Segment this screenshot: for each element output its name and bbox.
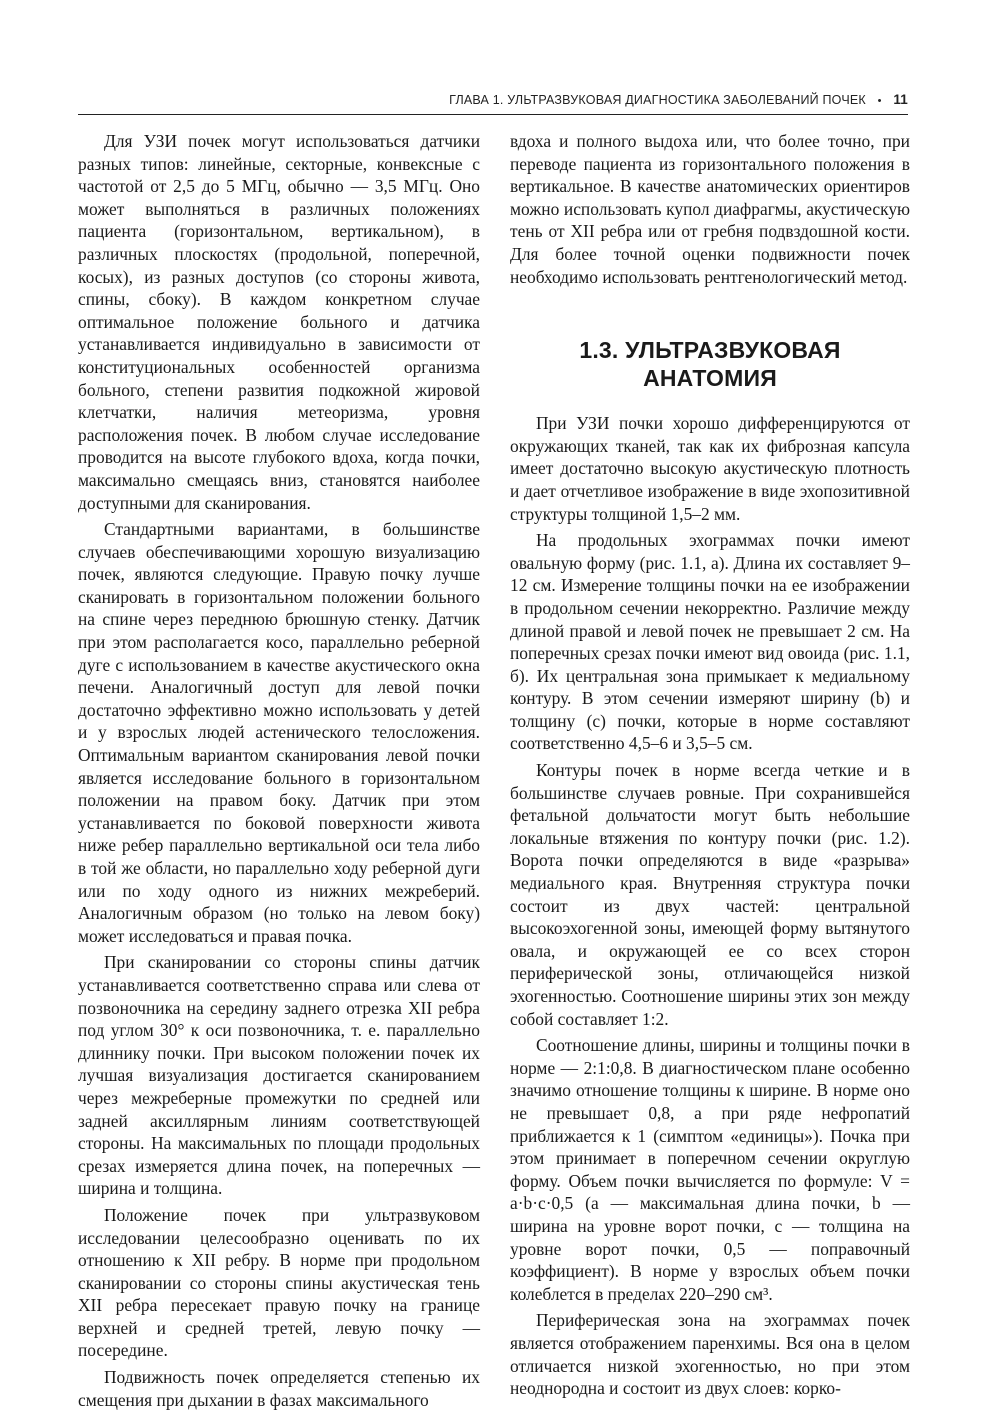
body-paragraph: Для УЗИ почек могут использоваться датчики разных типов: линейные, секторные, конвексные с частотой от 2,5 до 5 МГц, обычно — 3,5 МГц. Оно может выполняться в различных положениях пациента (горизонтальном, вертикальном), в различных плоскостях (продольной, поперечной, косых), из разных доступов (со стороны живота, спины, сбоку). В каждом конкретном случае оптимальное положение больного и датчика устанавливается индивидуально в зависимости от конституциональных особенностей организма больного, степени развития подкожной жировой клетчатки, наличия метеоризма, уровня расположения почек. В любом случае исследование проводится на высоте глубокого вдоха, когда почки, максимально смещаясь вниз, становятся наиболее доступными для сканирования. bbox=[78, 131, 480, 513]
header-bullet: • bbox=[877, 95, 882, 107]
body-paragraph: Положение почек при ультразвуковом исследовании целесообразно оценивать по их отношению к XII ребру. В норме при продольном сканировании со стороны спины акустическая тень XII ребра пересекает правую почку на границе верхней и средней третей, левую почку — посередине. bbox=[78, 1204, 480, 1361]
running-header bbox=[78, 92, 908, 115]
body-paragraph: При сканировании со стороны спины датчик устанавливается соответственно справа или слева от позвоночника на середину заднего отрезка XII ребра под углом 30° к оси позвоночника, т. е. параллельно длиннику почки. При высоком положении почек их лучшая визуализация достигается сканированием через межреберные промежутки по средней или задней аксиллярным линиям соответствующей стороны. На максимальных по площади продольных срезах измеряется длина почек, на поперечных — ширина и толщина. bbox=[78, 952, 480, 1199]
page-number: 11 bbox=[893, 92, 908, 107]
body-paragraph: При УЗИ почки хорошо дифференцируются от окружающих тканей, так как их фиброзная капсула имеет достаточно высокую акустическую плотность и дает отчетливое изображение в виде эхопозитивной структуры толщиной 1,5–2 мм. bbox=[510, 413, 910, 524]
body-paragraph: Контуры почек в норме всегда четкие и в большинстве случаев ровные. При сохранившейся фетальной дольчатости могут быть небольшие локальные втяжения по контуру почки (рис. 1.2). Ворота почки определяются в виде «разрыва» медиального края. Внутренняя структура почки состоит из двух частей: центральной высокоэхогенной зоны, имеющей форму вытянутого овала, и окружающей ее со всех сторон периферической зоны, отличающейся низкой эхогенностью. Соотношение ширины этих зон между собой составляет 1:2. bbox=[510, 760, 910, 1029]
body-paragraph: Соотношение длины, ширины и толщины почки в норме — 2:1:0,8. В диагностическом плане особенно значимо отношение толщины к ширине. В норме оно не превышает 0,8, а при ряде нефропатий приближается к 1 (симптом «единицы»). Почка при этом принимает в поперечном сечении округлую форму. Объем почки вычисляется по формуле: V = a·b·c·0,5 (a — максимальная длина почки, b — ширина на уровне ворот почки, c — толщина на уровне ворот почки, 0,5 — поправочный коэффициент). В норме у взрослых объем почки колеблется в пределах 220–290 см³. bbox=[510, 1035, 910, 1304]
continued-paragraph: вдоха и полного выдоха или, что более точно, при переводе пациента из горизонтального положения в вертикальное. В качестве анатомических ориентиров можно использовать купол диафрагмы, акустическую тень от XII ребра или от гребня подвздошной кости. Для более точной оценки подвижности почек необходимо использовать рентгенологический метод. bbox=[510, 131, 910, 287]
left-column bbox=[78, 130, 480, 1411]
body-paragraph: На продольных эхограммах почки имеют овальную форму (рис. 1.1, а). Длина их составляет 9–12 см. Измерение толщины почки на ее изображении в продольном сечении некорректно. Различие между длиной правой и левой почек не превышает 2 см. На поперечных срезах почки имеют вид овоида (рис. 1.1, б). Их центральная зона примыкает к медиальному контуру. В этом сечении измеряют ширину (b) и толщину (c) почки, которые в норме составляют соответственно 4,5–6 и 3,5–5 см. bbox=[510, 530, 910, 754]
right-column bbox=[510, 130, 910, 1400]
section-heading: 1.3. УЛЬТРАЗВУКОВАЯ АНАТОМИЯ bbox=[579, 337, 841, 392]
body-paragraph: Периферическая зона на эхограммах почек является отображением паренхимы. Вся она в целом отличается низкой эхогенностью, но при этом неоднородна и состоит из двух слоев: корко- bbox=[510, 1310, 910, 1399]
running-title: ГЛАВА 1. УЛЬТРАЗВУКОВАЯ ДИАГНОСТИКА ЗАБОЛЕВАНИЙ ПОЧЕК bbox=[449, 93, 866, 107]
body-paragraph: Стандартными вариантами, в большинстве случаев обеспечивающими хорошую визуализацию почек, являются следующие. Правую почку лучше сканировать в горизонтальном положении больного на спине через переднюю брюшную стенку. Датчик при этом располагается косо, параллельно реберной дуге с использованием в качестве акустического окна печени. Аналогичный доступ для левой почки достаточно эффективно можно использовать у детей и у взрослых людей астенического телосложения. Оптимальным вариантом сканирования левой почки является исследование больного в горизонтальном положении на правом боку. Датчик при этом устанавливается по боковой поверхности живота ниже ребер параллельно вертикальной оси тела либо в той же области, но параллельно ходу реберной дуги или по ходу одного из нижних межреберий. Аналогичным образом (но только на левом боку) может исследоваться и правая почка. bbox=[78, 519, 480, 946]
body-paragraph: Подвижность почек определяется степенью их смещения при дыхании в фазах максимального bbox=[78, 1367, 480, 1410]
